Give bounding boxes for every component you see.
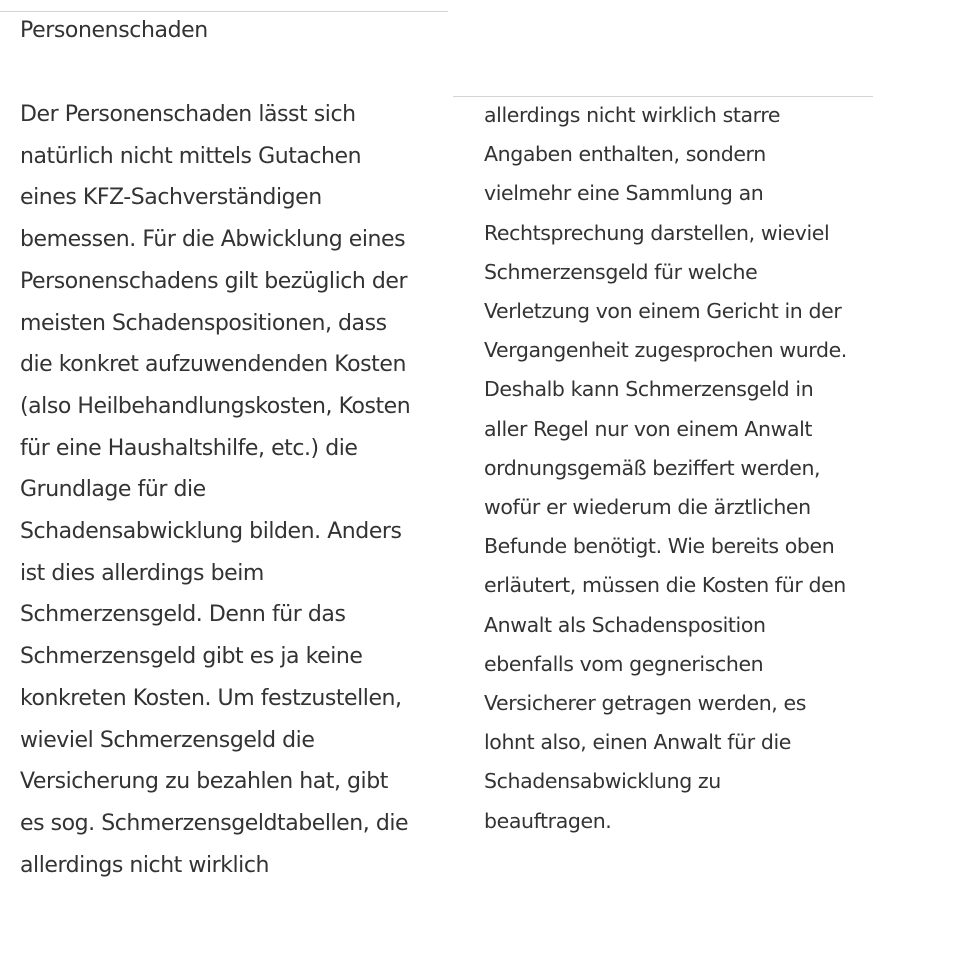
text-line: Befunde benötigt. Wie bereits oben [484,534,835,559]
text-line: natürlich nicht mittels Gutachen [20,143,362,169]
text-line: ordnungsgemäß beziffert werden, [484,455,821,480]
text-line: beauftragen. [484,808,612,833]
text-line: Schadensabwicklung zu [484,769,721,794]
text-line: bemessen. Für die Abwicklung eines [20,227,406,253]
text-line: Vergangenheit zugesprochen wurde. [484,338,847,363]
text-line-clipped: allerdings nicht wirklich [20,852,269,878]
text-line: lohnt also, einen Anwalt für die [484,730,791,755]
text-line: eines KFZ-Sachverständigen [20,185,322,211]
right-text-column [484,96,874,841]
top-divider-left [0,11,448,12]
text-line: Schmerzensgeld für welche [484,259,758,284]
text-line: wieviel Schmerzensgeld die [20,727,315,753]
text-line: wofür er wiederum die ärztlichen [484,495,811,520]
text-line: konkreten Kosten. Um festzustellen, [20,685,402,711]
text-line: allerdings nicht wirklich starre [484,103,781,127]
text-line: ist dies allerdings beim [20,560,264,586]
text-line: (also Heilbehandlungskosten, Kosten [20,393,411,419]
text-line: Grundlage für die [20,477,206,503]
text-line: meisten Schadenspositionen, dass [20,310,387,336]
text-line: Versicherung zu bezahlen hat, gibt [20,769,388,795]
text-line: vielmehr eine Sammlung an [484,181,764,206]
text-line: aller Regel nur von einem Anwalt [484,416,813,441]
text-line: Angaben enthalten, sondern [484,142,766,167]
text-line: Anwalt als Schadensposition [484,612,766,637]
text-line: Rechtsprechung darstellen, wieviel [484,220,830,245]
text-line: Personenschadens gilt bezüglich der [20,268,408,294]
text-line: Versicherer getragen werden, es [484,691,807,716]
text-line: Schmerzensgeld gibt es ja keine [20,644,363,670]
left-text-column [20,94,430,878]
text-line: die konkret aufzuwendenden Kosten [20,352,406,378]
text-line: Der Personenschaden lässt sich [20,102,356,127]
text-line: Deshalb kann Schmerzensgeld in [484,377,814,402]
text-line: erläutert, müssen die Kosten für den [484,573,846,598]
text-line: Schadensabwicklung bilden. Anders [20,519,402,545]
text-line: ebenfalls vom gegnerischen [484,651,764,676]
text-line: Schmerzensgeld. Denn für das [20,602,346,628]
text-line: es sog. Schmerzensgeldtabellen, die [20,810,409,836]
section-heading: Personenschaden [20,18,208,43]
text-line: für eine Haushaltshilfe, etc.) die [20,435,358,461]
text-line: Verletzung von einem Gericht in der [484,299,842,324]
